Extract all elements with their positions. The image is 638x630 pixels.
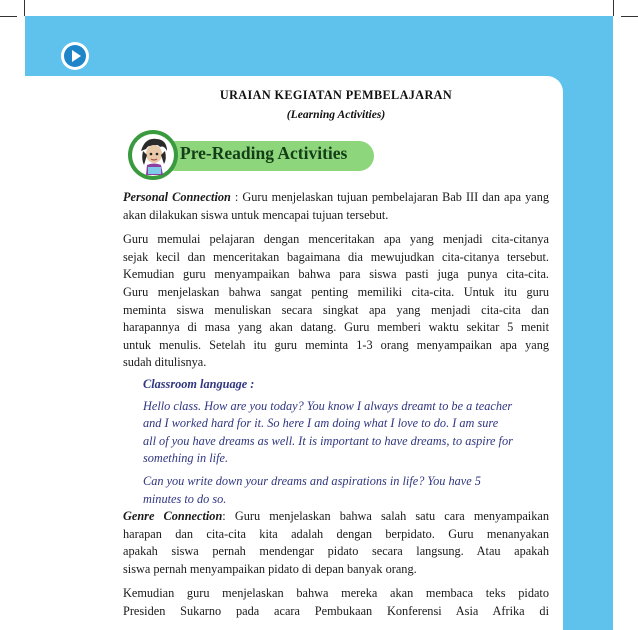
- text-line: untuk menulis. Setelah itu guru meminta 1-3 orang menyampaikan apa yang: [123, 337, 549, 352]
- text-line: all of you have dreams as well. It is important to have dreams, to aspire for: [143, 433, 513, 448]
- text-line: sudah ditulisnya.: [123, 355, 207, 370]
- text-line: minutes to do so.: [143, 491, 227, 506]
- genre-connection-paragraph: [123, 508, 549, 578]
- classroom-language-block: [143, 376, 549, 508]
- personal-connection-label: Personal Connection: [123, 190, 231, 204]
- text-line: sejak kecil dan menceritakan bagaimana dia mewujudkan cita-citanya tersebut.: [123, 249, 549, 264]
- genre-connection-label: Genre Connection: [123, 509, 223, 524]
- personal-connection-intro: : Guru menjelaskan tujuan pembelajaran Bab III dan apa yang akan dilakukan siswa untuk mencapai tujuan tersebut.: [123, 190, 550, 222]
- header-band: [25, 16, 613, 82]
- text-line: Guru memulai pelajaran dengan menceritakan apa yang menjadi cita-citanya: [123, 232, 549, 247]
- page-title: URAIAN KEGIATAN PEMBELAJARAN: [219, 88, 453, 102]
- teacher-paragraph: [123, 231, 549, 372]
- text-line: apakah siswa pernah mendengar pidato secara langsung. Atau apakah: [123, 544, 549, 559]
- crop-mark: [0, 16, 17, 17]
- crop-mark: [613, 0, 614, 16]
- section-title: Pre-Reading Activities: [180, 143, 348, 163]
- side-band: [555, 16, 613, 630]
- text-line: Can you write down your dreams and aspirations in life? You have 5: [143, 473, 481, 488]
- personal-connection-paragraph: [123, 189, 549, 224]
- crop-mark: [24, 0, 25, 16]
- text-line: harapan dan cita-cita kita adalah dengan berpidato. Guru menanyakan: [123, 526, 549, 541]
- body-text: [123, 189, 549, 621]
- final-paragraph: [123, 585, 549, 620]
- classroom-language-paragraph: [143, 473, 549, 508]
- crop-mark: [621, 16, 638, 17]
- text-line: Presiden Sukarno pada acara Pembukaan Konferensi Asia Afrika di: [123, 604, 549, 619]
- genre-connection-intro: : Guru menjelaskan bahwa salah satu cara menyampaikan: [222, 509, 549, 524]
- text-line: Hello class. How are you today? You know I always dreamt to be a teacher: [143, 398, 513, 413]
- text-line: Kemudian guru menyampaikan bahwa para siswa pasti juga punya cita-cita.: [123, 267, 549, 282]
- text-line: harapannya di masa yang akan datang. Guru memberi waktu sekitar 5 menit: [123, 320, 549, 335]
- text-line: siswa pernah menyampaikan pidato di depan banyak orang.: [123, 561, 417, 576]
- classroom-language-heading: Classroom language :: [143, 376, 255, 391]
- text-line: Kemudian guru menjelaskan bahwa mereka akan membaca teks pidato: [123, 586, 549, 601]
- text-line: Guru menjelaskan bahwa sangat penting memiliki cita-cita. Untuk itu guru: [123, 284, 549, 299]
- text-line: and I worked hard for it. So here I am doing what I love to do. I am sure: [143, 416, 499, 431]
- page-subtitle: (Learning Activities): [286, 108, 386, 121]
- text-line: something in life.: [143, 451, 229, 466]
- text-line: [123, 508, 549, 526]
- avatar-icon: [127, 129, 179, 181]
- classroom-language-paragraph: [143, 398, 549, 468]
- play-icon[interactable]: [60, 41, 90, 71]
- text-line: meminta siswa menuliskan secara singkat apa yang menjadi cita-cita dan: [123, 302, 549, 317]
